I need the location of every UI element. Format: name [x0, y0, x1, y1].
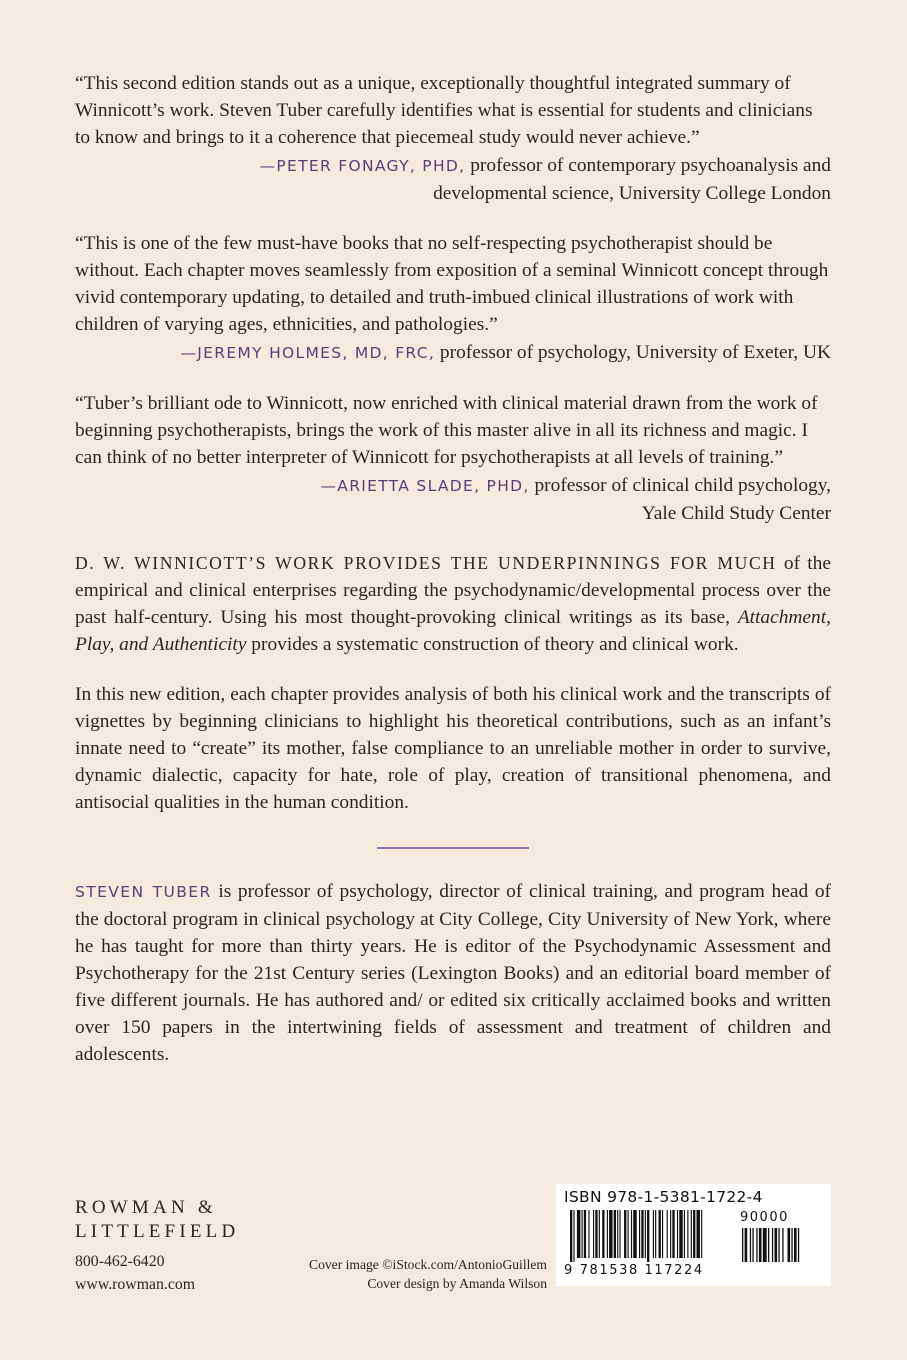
cover-credits — [309, 1255, 547, 1293]
endorser-name: —PETER FONAGY, PHD, — [259, 157, 466, 175]
publisher-name-line2: LITTLEFIELD — [75, 1221, 240, 1242]
description-lead: D. W. WINNICOTT’S WORK PROVIDES THE UNDERPINNINGS FOR MUCH — [75, 553, 777, 573]
back-cover-content — [75, 70, 831, 1068]
endorser-name: —JEREMY HOLMES, MD, FRC, — [180, 344, 436, 362]
barcode-digits: 9 781538 117224 — [564, 1263, 704, 1278]
endorsement-slade — [75, 390, 831, 527]
author-bio-text: is professor of psychology, director of clinical training, and program head of the doctoral program in clinical psychology at City College, City University of New York, where he has taught for more than thirty years. He is editor of the Psychodynamic Assessment and Psychotherapy for the 21st Century series (Lexington Books) and an editorial board member of five different journals. He has authored and/ or edited six critically acclaimed books and written over 150 papers in the intertwining fields of assessment and treatment of children and adolescents. — [75, 881, 831, 1065]
endorser-affiliation: Yale Child Study Center — [641, 503, 831, 524]
description-text: of the empirical and clinical enterprises regarding the psychodynamic/developmental process over the past half-century. Using his most thought-provoking clinical writings as its base, — [75, 553, 831, 628]
isbn-label: ISBN 978-1-5381-1722-4 — [564, 1188, 763, 1206]
book-description — [75, 550, 831, 658]
publisher-logo — [75, 1196, 239, 1244]
edition-description: In this new edition, each chapter provides analysis of both his clinical work and the transcripts of vignettes by beginning clinicians to highlight his theoretical contributions, such as an infant’s innate need to “create” its mother, false compliance to an unreliable mother in order to survive, dynamic dialectic, capacity for hate, role of play, creation of transitional phenomena, and antisocial qualities in the human condition. — [75, 684, 831, 813]
endorser-title: professor of contemporary psychoanalysis and — [470, 155, 831, 176]
publisher-website: www.rowman.com — [75, 1276, 196, 1293]
publisher-contact — [75, 1250, 239, 1296]
book-title: Attachment, Play, and Authenticity — [75, 607, 831, 655]
endorser-title: professor of psychology, University of Exeter, UK — [439, 342, 831, 363]
endorsement-quote: “Tuber’s brilliant ode to Winnicott, now enriched with clinical material drawn from the work of beginning psychotherapists, brings the work of this master alive in all its richness and magic. I can think of no better interpreter of Winnicott for psychotherapists at all levels of training.” — [75, 393, 818, 468]
endorsement-quote: “This second edition stands out as a unique, exceptionally thoughtful integrated summary of Winnicott’s work. Steven Tuber carefully identifies what is essential for students and clinicians to know and brings to it a coherence that piecemeal study would never achieve.” — [75, 73, 813, 148]
author-bio — [75, 878, 831, 1068]
publisher-block — [75, 1196, 239, 1296]
endorsement-fonagy — [75, 70, 831, 207]
publisher-phone: 800-462-6420 — [75, 1253, 165, 1270]
endorser-name: —ARIETTA SLADE, PHD, — [320, 477, 530, 495]
cover-image-credit: Cover image ©iStock.com/AntonioGuillem — [309, 1257, 547, 1272]
description-text-end: provides a systematic construction of theory and clinical work. — [251, 634, 739, 655]
endorser-title: professor of clinical child psychology, — [534, 475, 831, 496]
endorser-affiliation: developmental science, University College London — [433, 183, 831, 204]
endorsement-attribution — [75, 472, 831, 527]
endorsement-holmes — [75, 230, 831, 367]
author-name: STEVEN TUBER — [75, 883, 212, 901]
endorsement-quote: “This is one of the few must-have books that no self-respecting psychotherapist should be without. Each chapter moves seamlessly from exposition of a seminal Winnicott concept through vivid contemporary updating, to detailed and truth-imbued clinical illustrations of work with children of varying ages, ethnicities, and pathologies.” — [75, 233, 829, 335]
publisher-name-line1: ROWMAN & — [75, 1197, 217, 1218]
endorsement-attribution — [75, 152, 831, 207]
endorsement-attribution — [75, 339, 831, 367]
isbn-barcode-box — [556, 1184, 831, 1286]
section-divider — [377, 847, 529, 849]
barcode-addon-digits: 90000 — [740, 1210, 789, 1225]
cover-design-credit: Cover design by Amanda Wilson — [367, 1276, 547, 1291]
